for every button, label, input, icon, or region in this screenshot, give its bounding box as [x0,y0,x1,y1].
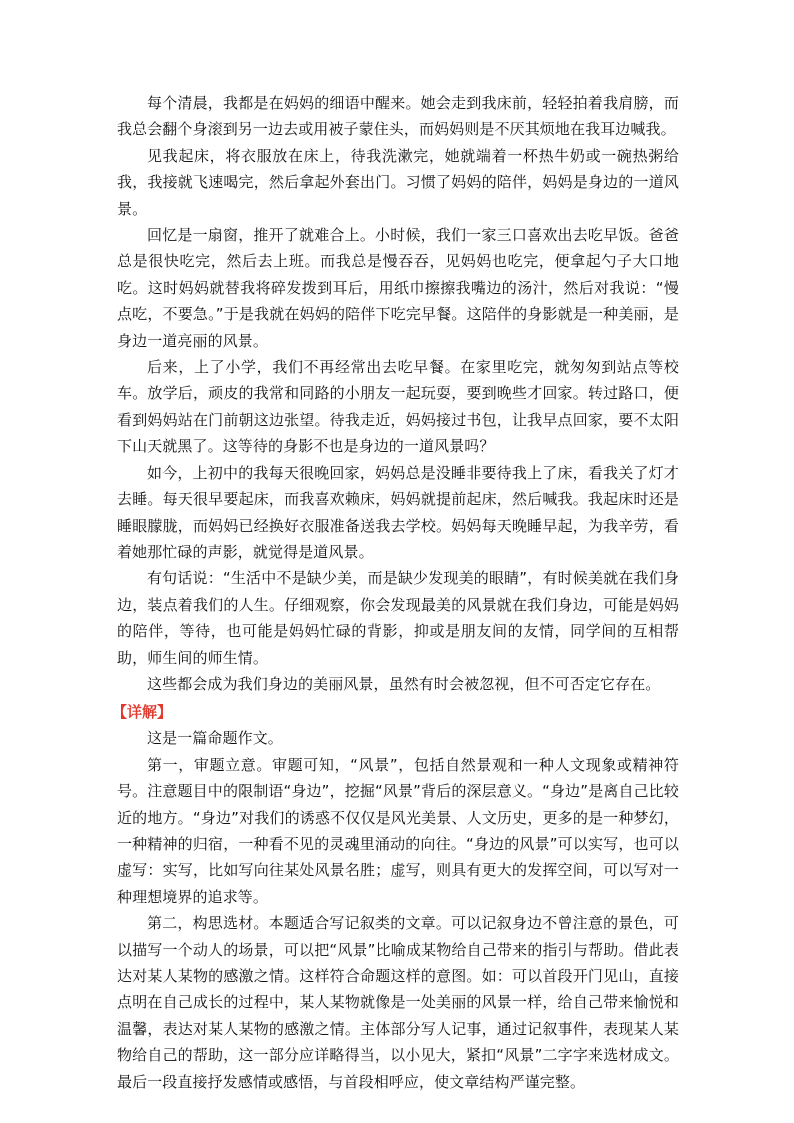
essay-paragraph: 这些都会成为我们身边的美丽风景，虽然有时会被忽视，但不可否定它存在。 [147,674,661,693]
analysis-paragraph: 这是一篇命题作文。 [147,729,283,748]
analysis-heading: 【详解】 [112,703,173,722]
analysis-paragraph: 第二，构思选材。本题适合写记叙类的文章。可以记叙身边不曾注意的景色，可以描写一个动人的场景，可以把“风景”比喻成某物给自己带来的指引与帮助。借此表达对某人某物的感激之情。这样符合命题这样的意图。如：可以首段开门见山，直接点明在自己成长的过程中，某人某物就像是一处美丽的风景一样，给自己带来愉悦和温馨，表达对某人某物的感激之情。主体部分写人记事，通过记叙事件，表现某人某物给自己的帮助，这一部分应详略得当，以小见大，紧扣“风景”二字字来选材成文。最后一段直接抒发感情或感悟，与首段相呼应，使文章结构严谨完整。 [117,914,679,1091]
analysis-body [117,725,679,1095]
essay-paragraph: 有句话说：“生活中不是缺少美，而是缺少发现美的眼睛”，有时候美就在我们身边，装点着我们的人生。仔细观察，你会发现最美的风景就在我们身边，可能是妈妈的陪伴，等待，也可能是妈妈忙碌的背影，抑或是朋友间的友情，同学间的互相帮助，师生间的师生情。 [117,569,679,667]
analysis-paragraph: 第一，审题立意。审题可知，“风景”，包括自然景观和一种人文现象或精神符号。注意题目中的限制语“身边”，挖掘“风景”背后的深层意义。“身边”是离自己比较近的地方。“身边”对我们的诱惑不仅仅是风光美景、人文历史，更多的是一种梦幻，一种精神的归宿，一种看不见的灵魂里涌动的向往。“身边的风景”可以实写，也可以虚写：实写，比如写向往某处风景名胜；虚写，则具有更大的发挥空间，可以写对一种理想境界的追求等。 [117,755,679,906]
essay-body [117,90,679,697]
essay-paragraph: 后来，上了小学，我们不再经常出去吃早餐。在家里吃完，就匆匆到站点等校车。放学后，顽皮的我常和同路的小朋友一起玩耍，要到晚些才回家。转过路口，便看到妈妈站在门前朝这边张望。待我走近，妈妈接过书包，让我早点回家，要不太阳下山天就黑了。这等待的身影不也是身边的一道风景吗？ [117,358,679,456]
essay-paragraph: 每个清晨，我都是在妈妈的细语中醒来。她会走到我床前，轻轻拍着我肩膀，而我总会翻个身滚到另一边去或用被子蒙住头，而妈妈则是不厌其烦地在我耳边喊我。 [117,94,679,139]
essay-paragraph: 如今，上初中的我每天很晚回家，妈妈总是没睡非要待我上了床，看我关了灯才去睡。每天很早要起床，而我喜欢赖床，妈妈就提前起床，然后喊我。我起床时还是睡眼朦胧，而妈妈已经换好衣服准备送我去学校。妈妈每天晚睡早起，为我辛劳，看着她那忙碌的声影，就觉得是道风景。 [117,463,679,561]
essay-paragraph: 见我起床，将衣服放在床上，待我洗漱完，她就端着一杯热牛奶或一碗热粥给我，我接就飞速喝完，然后拿起外套出门。习惯了妈妈的陪伴，妈妈是身边的一道风景。 [117,146,679,218]
essay-paragraph: 回忆是一扇窗，推开了就难合上。小时候，我们一家三口喜欢出去吃早饭。爸爸总是很快吃完，然后去上班。而我总是慢吞吞，见妈妈也吃完，便拿起勺子大口地吃。这时妈妈就替我将碎发拨到耳后，用纸巾擦擦我嘴边的汤汁，然后对我说：“慢点吃，不要急。”于是我就在妈妈的陪伴下吃完早餐。这陪伴的身影就是一种美丽，是身边一道亮丽的风景。 [117,226,679,350]
document-page [112,90,679,1095]
